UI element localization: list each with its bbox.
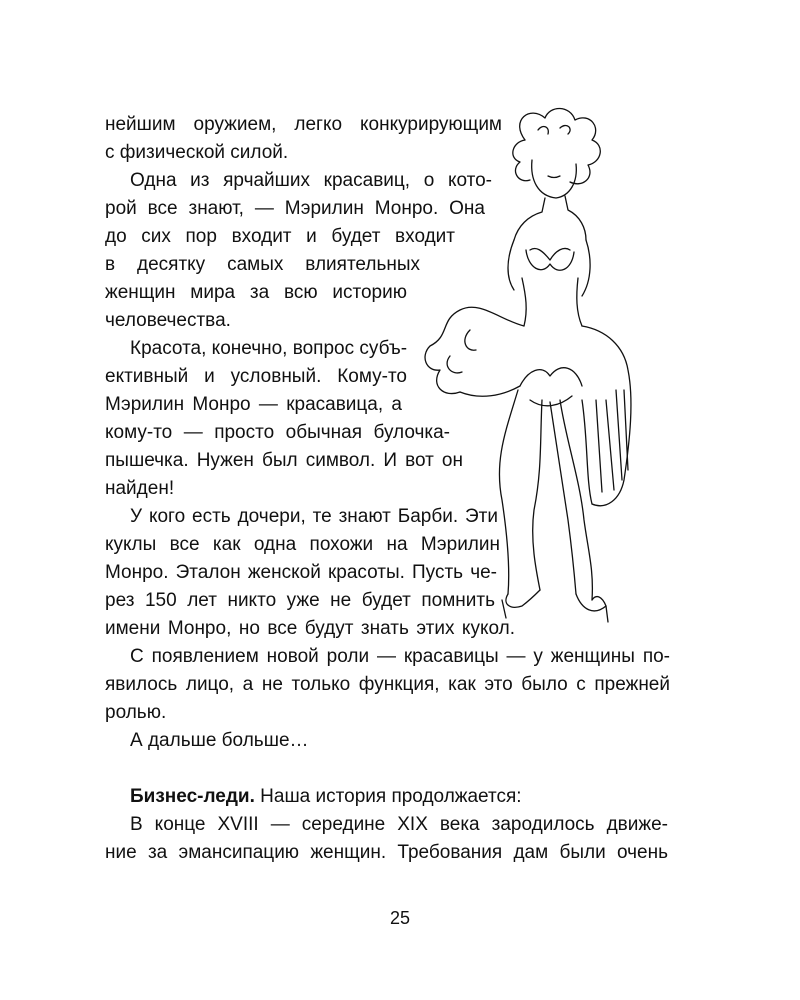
text-line: найден! bbox=[105, 478, 175, 499]
text-line: ролью. bbox=[105, 702, 167, 723]
text-line: куклы все как одна похожи на Мэрилин bbox=[105, 534, 500, 555]
text-line: рез 150 лет никто уже не будет помнить bbox=[105, 590, 495, 611]
text-fragment: Наша история продолжается: bbox=[260, 786, 522, 807]
text-line: Красота, конечно, вопрос субъ- bbox=[130, 338, 408, 359]
marilyn-monroe-illustration bbox=[410, 100, 640, 630]
section-heading: Бизнес-леди. bbox=[130, 786, 255, 807]
text-line: до сих пор входит и будет входит bbox=[105, 226, 455, 247]
text-line: С появлением новой роли — красавицы — у женщины по- bbox=[130, 646, 670, 667]
text-line: ективный и условный. Кому-то bbox=[105, 366, 407, 387]
text-line: ние за эмансипацию женщин. Требования дам были очень bbox=[105, 842, 668, 863]
text-line: с физической силой. bbox=[105, 142, 289, 163]
section-heading-line bbox=[130, 783, 522, 811]
marilyn-monroe-line-drawing-icon bbox=[410, 100, 640, 630]
text-line: человечества. bbox=[105, 310, 231, 331]
text-line: Одна из ярчайших красавиц, о кото- bbox=[130, 170, 492, 191]
text-line: имени Монро, но все будут знать этих кукол. bbox=[105, 618, 515, 639]
text-line: Монро. Эталон женской красоты. Пусть че- bbox=[105, 562, 497, 583]
text-line: У кого есть дочери, те знают Барби. Эти bbox=[130, 506, 498, 527]
text-line: в десятку самых влиятельных bbox=[105, 254, 420, 275]
text-line: пышечка. Нужен был символ. И вот он bbox=[105, 450, 463, 471]
text-line: нейшим оружием, легко конкурирующим bbox=[105, 114, 502, 135]
page-number: 25 bbox=[389, 908, 411, 928]
text-line: А дальше больше… bbox=[130, 730, 309, 751]
text-line: Мэрилин Монро — красавица, а bbox=[105, 394, 402, 415]
text-line: явилось лицо, а не только функция, как это было с прежней bbox=[105, 674, 670, 695]
text-line: В конце XVIII — середине XIX века зародилось движе- bbox=[130, 814, 668, 835]
text-line: рой все знают, — Мэрилин Монро. Она bbox=[105, 198, 485, 219]
text-line: женщин мира за всю историю bbox=[105, 282, 407, 303]
text-line: кому-то — просто обычная булочка- bbox=[105, 422, 450, 443]
